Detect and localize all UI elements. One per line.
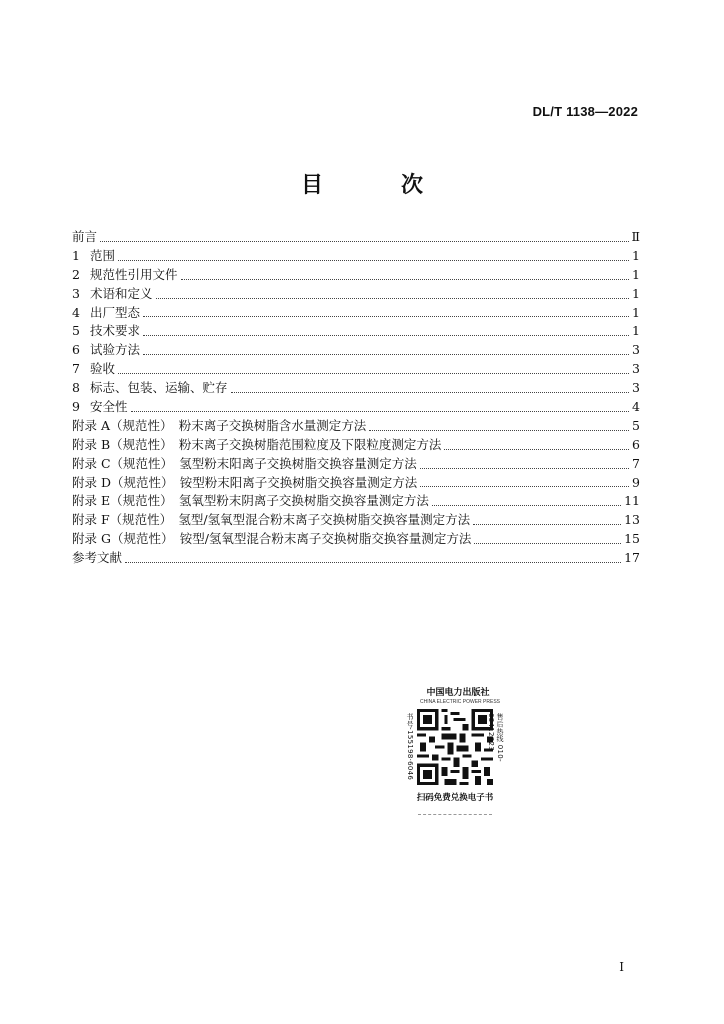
- toc-leader-dots: [143, 316, 629, 317]
- toc-leader-dots: [473, 524, 621, 525]
- toc-entry-number: 1: [72, 247, 80, 263]
- toc-entry[interactable]: [72, 474, 640, 493]
- qr-code-stamp: [405, 688, 505, 830]
- toc-entry-page: 1: [632, 266, 640, 282]
- page-title: 目 次: [300, 173, 451, 198]
- toc-entry-number: 5: [72, 323, 80, 339]
- toc-leader-dots: [131, 411, 629, 412]
- publisher-english-name: CHINA ELECTRIC POWER PRESS: [419, 699, 500, 705]
- publisher-logo: 中国电力出版社: [426, 688, 490, 698]
- toc-entry-title: 附录 D（规范性） 铵型粉末阳离子交换树脂交换容量测定方法: [72, 474, 418, 490]
- toc-leader-dots: [100, 241, 628, 242]
- toc-entry[interactable]: [72, 228, 640, 247]
- toc-entry-title: 附录 G（规范性） 铵型/氢氧型混合粉末离子交换树脂交换容量测定方法: [72, 531, 472, 547]
- toc-leader-dots: [181, 279, 629, 280]
- toc-entry-page: 17: [624, 550, 640, 566]
- toc-entry[interactable]: [72, 322, 640, 341]
- toc-entry-title: 附录 B（规范性） 粉末离子交换树脂范围粒度及下限粒度测定方法: [72, 436, 442, 452]
- toc-entry-page: 3: [632, 342, 640, 358]
- toc-entry-page: 6: [632, 436, 640, 452]
- toc-entry-number: 7: [72, 361, 80, 377]
- toc-entry[interactable]: [72, 247, 640, 266]
- toc-entry-page: 1: [632, 304, 640, 320]
- toc-leader-dots: [118, 373, 629, 374]
- toc-entry[interactable]: [72, 266, 640, 285]
- toc-entry-number: 3: [72, 285, 80, 301]
- toc-entry-page: 3: [632, 361, 640, 377]
- toc-entry-page: 5: [632, 417, 640, 433]
- toc-entry-number: 6: [72, 342, 80, 358]
- toc-entry-page: 9: [632, 474, 640, 490]
- toc-entry-title: 附录 F（规范性） 氢型/氢氧型混合粉末离子交换树脂交换容量测定方法: [72, 512, 471, 528]
- toc-entry[interactable]: [72, 285, 640, 304]
- toc-entry-page: 13: [624, 512, 640, 528]
- toc-entry[interactable]: [72, 492, 640, 511]
- stamp-divider: [418, 813, 492, 815]
- toc-leader-dots: [125, 562, 621, 563]
- toc-entry-page: 4: [632, 399, 640, 414]
- toc-leader-dots: [118, 260, 629, 261]
- stamp-caption: 扫码免费兑换电子书: [416, 793, 494, 803]
- toc-entry-title: 附录 E（规范性） 氢氧型粉末阴离子交换树脂交换容量测定方法: [72, 493, 429, 509]
- toc-entry-number: 9: [72, 399, 80, 414]
- toc-entry-title: 参考文献: [72, 550, 123, 566]
- toc-entry[interactable]: [72, 530, 640, 549]
- toc-entry-page: 1: [632, 247, 640, 263]
- page-number: I: [619, 960, 624, 974]
- toc-entry-number: 8: [72, 380, 80, 396]
- toc-entry-title: 附录 C（规范性） 氢型粉末阳离子交换树脂交换容量测定方法: [72, 455, 417, 471]
- toc-leader-dots: [444, 449, 629, 450]
- toc-entry-title: 附录 A（规范性） 粉末离子交换树脂含水量测定方法: [72, 417, 367, 433]
- toc-entry[interactable]: [72, 360, 640, 379]
- toc-leader-dots: [143, 354, 629, 355]
- toc-entry-number: 2: [72, 266, 80, 282]
- hotline-text: 售后热线 010-63412323: [487, 713, 504, 762]
- toc-leader-dots: [369, 430, 629, 431]
- toc-entry-page: 1: [632, 285, 640, 301]
- toc-entry-title: 验收: [90, 361, 116, 377]
- toc-entry[interactable]: [72, 341, 640, 360]
- toc-leader-dots: [420, 486, 629, 487]
- standard-code: DL/T 1138—2022: [532, 104, 638, 119]
- toc-entry[interactable]: [72, 417, 640, 436]
- toc-entry[interactable]: [72, 379, 640, 398]
- table-of-contents: [72, 228, 640, 568]
- toc-leader-dots: [156, 298, 629, 299]
- toc-entry-page: 1: [632, 323, 640, 339]
- qr-code-icon[interactable]: [417, 709, 493, 785]
- toc-entry[interactable]: [72, 398, 640, 417]
- toc-leader-dots: [231, 392, 629, 393]
- toc-leader-dots: [474, 543, 621, 544]
- toc-entry[interactable]: [72, 436, 640, 455]
- toc-leader-dots: [432, 505, 621, 506]
- toc-entry-page: Ⅱ: [631, 228, 640, 244]
- toc-entry-page: 3: [632, 380, 640, 396]
- toc-leader-dots: [420, 468, 629, 469]
- toc-entry-page: 11: [624, 493, 640, 509]
- toc-entry-title: 规范性引用文件: [90, 266, 178, 282]
- isbn-text: 书号·155198·6046: [406, 713, 414, 781]
- toc-entry-title: 范围: [90, 247, 116, 263]
- toc-entry-title: 技术要求: [90, 323, 141, 339]
- toc-entry-title: 出厂型态: [90, 304, 141, 320]
- toc-entry-title: 试验方法: [90, 342, 141, 358]
- toc-entry-title: 术语和定义: [90, 285, 153, 301]
- toc-entry-number: 4: [72, 304, 80, 320]
- toc-entry[interactable]: [72, 455, 640, 474]
- toc-entry-page: 15: [624, 531, 640, 547]
- toc-leader-dots: [143, 335, 629, 336]
- toc-entry-page: 7: [632, 455, 640, 471]
- toc-entry[interactable]: [72, 549, 640, 568]
- toc-entry-title: 安全性: [90, 399, 128, 414]
- toc-entry[interactable]: [72, 511, 640, 530]
- toc-entry-title: 标志、包装、运输、贮存: [90, 380, 228, 396]
- toc-entry-title: 前言: [72, 228, 98, 244]
- toc-entry[interactable]: [72, 304, 640, 323]
